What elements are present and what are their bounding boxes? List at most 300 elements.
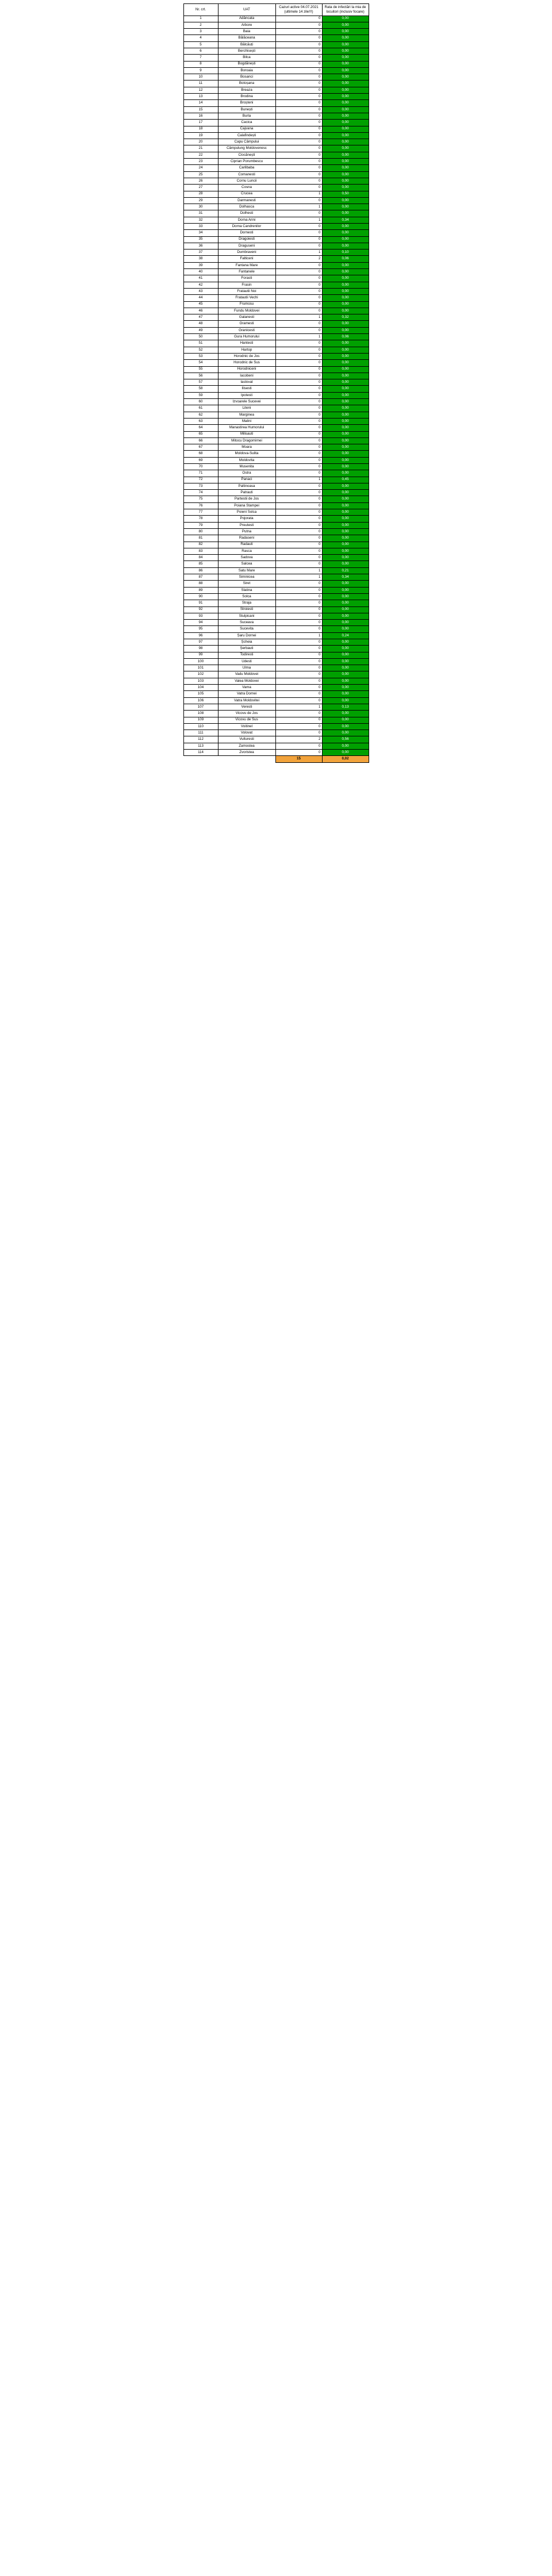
cell-nr: 2 (183, 22, 218, 28)
table-row (183, 678, 369, 684)
cell-uat: Stroiesti (218, 606, 275, 613)
cell-uat: Vadu Moldovei (218, 671, 275, 678)
table-row (183, 145, 369, 152)
cell-active-cases: 0 (275, 132, 322, 139)
cell-nr: 63 (183, 418, 218, 424)
cell-infection-rate: 0,00 (322, 516, 369, 522)
cell-active-cases: 0 (275, 457, 322, 463)
cell-infection-rate: 0,00 (322, 542, 369, 548)
cell-nr: 108 (183, 711, 218, 717)
cell-active-cases: 0 (275, 178, 322, 184)
cell-uat: Horodnic de Jos (218, 353, 275, 359)
table-row (183, 600, 369, 606)
cell-infection-rate: 0,34 (322, 574, 369, 581)
cell-infection-rate: 0,00 (322, 483, 369, 489)
table-row (183, 711, 369, 717)
table-row (183, 152, 369, 158)
cell-uat: Valea Moldovei (218, 678, 275, 684)
cell-infection-rate: 0,00 (322, 600, 369, 606)
cell-uat: Ostra (218, 470, 275, 477)
totals-spacer-nr (183, 756, 218, 762)
cell-active-cases: 0 (275, 750, 322, 756)
cell-nr: 1 (183, 16, 218, 22)
cell-infection-rate: 0,00 (322, 262, 369, 268)
cell-uat: Berchisești (218, 48, 275, 54)
table-row (183, 451, 369, 457)
cell-infection-rate: 0,00 (322, 35, 369, 41)
table-row (183, 639, 369, 646)
table-row (183, 431, 369, 437)
cell-infection-rate: 0,00 (322, 509, 369, 516)
cell-uat: Sucevita (218, 626, 275, 632)
total-infection-rate: 0,02 (322, 756, 369, 762)
cell-active-cases: 0 (275, 418, 322, 424)
cell-uat: Moldova-Sulita (218, 451, 275, 457)
cell-infection-rate: 0,00 (322, 470, 369, 477)
table-row (183, 94, 369, 100)
table-row (183, 509, 369, 516)
table-row (183, 697, 369, 704)
cell-uat: Radauti (218, 542, 275, 548)
cell-active-cases: 0 (275, 347, 322, 353)
cell-uat: Vulturesti (218, 736, 275, 743)
cell-nr: 55 (183, 366, 218, 373)
cell-infection-rate: 0,24 (322, 632, 369, 639)
cell-active-cases: 0 (275, 613, 322, 619)
cell-uat: Dorna Candrenilor (218, 224, 275, 230)
cell-active-cases: 0 (275, 113, 322, 119)
cell-uat: Malini (218, 418, 275, 424)
cell-active-cases: 0 (275, 502, 322, 509)
table-row (183, 561, 369, 567)
cell-active-cases: 0 (275, 366, 322, 373)
table-row (183, 230, 369, 236)
table-row (183, 542, 369, 548)
cell-infection-rate: 0,00 (322, 87, 369, 93)
cell-infection-rate: 0,00 (322, 171, 369, 178)
cell-infection-rate: 0,00 (322, 230, 369, 236)
cell-active-cases: 0 (275, 451, 322, 457)
cell-uat: Cornu Luncii (218, 178, 275, 184)
cell-nr: 93 (183, 613, 218, 619)
cell-nr: 103 (183, 678, 218, 684)
cell-infection-rate: 0,00 (322, 561, 369, 567)
cell-nr: 97 (183, 639, 218, 646)
cell-active-cases: 0 (275, 483, 322, 489)
cell-uat: Poieni Solca (218, 509, 275, 516)
table-row (183, 646, 369, 652)
table-row (183, 567, 369, 574)
cell-nr: 94 (183, 620, 218, 626)
cell-uat: Partestii de Jos (218, 496, 275, 502)
table-row (183, 477, 369, 483)
table-row (183, 197, 369, 204)
table-row (183, 314, 369, 321)
cell-nr: 27 (183, 185, 218, 191)
cell-uat: Baia (218, 29, 275, 35)
cell-infection-rate: 0,00 (322, 61, 369, 67)
cell-nr: 47 (183, 314, 218, 321)
table-row (183, 613, 369, 619)
table-row (183, 256, 369, 262)
table-row (183, 691, 369, 697)
cell-infection-rate: 0,50 (322, 191, 369, 197)
cell-infection-rate: 0,00 (322, 197, 369, 204)
table-row (183, 262, 369, 268)
cell-active-cases: 0 (275, 463, 322, 470)
cell-nr: 98 (183, 646, 218, 652)
cell-uat: Brodina (218, 94, 275, 100)
cell-nr: 36 (183, 243, 218, 249)
cell-uat: Voitinel (218, 723, 275, 730)
table-row (183, 587, 369, 593)
cell-infection-rate: 0,00 (322, 321, 369, 327)
spreadsheet-sheet (0, 0, 552, 769)
cell-uat: Moldovita (218, 457, 275, 463)
cell-nr: 90 (183, 593, 218, 600)
cell-uat: Milisauti (218, 431, 275, 437)
cell-uat: Arbore (218, 22, 275, 28)
cell-nr: 30 (183, 204, 218, 210)
cell-nr: 53 (183, 353, 218, 359)
table-row (183, 593, 369, 600)
cell-nr: 31 (183, 210, 218, 217)
cell-active-cases: 1 (275, 567, 322, 574)
table-row (183, 750, 369, 756)
cell-active-cases: 0 (275, 236, 322, 243)
cell-active-cases: 0 (275, 243, 322, 249)
cell-nr: 14 (183, 100, 218, 106)
cell-infection-rate: 0,00 (322, 457, 369, 463)
cell-infection-rate: 0,00 (322, 145, 369, 152)
cell-nr: 29 (183, 197, 218, 204)
cell-active-cases: 0 (275, 542, 322, 548)
table-row (183, 347, 369, 353)
cell-uat: Fundu Moldovei (218, 308, 275, 314)
cell-uat: Ciprian Porumbescu (218, 159, 275, 165)
table-row (183, 178, 369, 184)
cell-active-cases: 0 (275, 308, 322, 314)
cell-nr: 16 (183, 113, 218, 119)
cell-uat: Forasti (218, 275, 275, 282)
cell-nr: 99 (183, 652, 218, 658)
cell-uat: Slatina (218, 587, 275, 593)
cell-nr: 89 (183, 587, 218, 593)
cell-uat: Dolhesti (218, 210, 275, 217)
cell-active-cases: 1 (275, 249, 322, 256)
cell-uat: Dumbraveni (218, 249, 275, 256)
cell-uat: Satu Mare (218, 567, 275, 574)
cell-nr: 8 (183, 61, 218, 67)
cell-nr: 100 (183, 658, 218, 665)
cell-nr: 25 (183, 171, 218, 178)
cell-uat: Straja (218, 600, 275, 606)
cell-active-cases: 0 (275, 437, 322, 444)
cell-uat: Solca (218, 593, 275, 600)
table-row (183, 236, 369, 243)
cell-active-cases: 0 (275, 386, 322, 392)
table-row (183, 548, 369, 554)
cell-uat: Ipotesti (218, 392, 275, 398)
table-row (183, 159, 369, 165)
cell-uat: Darmanesti (218, 197, 275, 204)
cell-infection-rate: 0,00 (322, 80, 369, 87)
table-row (183, 327, 369, 333)
cell-infection-rate: 0,00 (322, 159, 369, 165)
cell-active-cases: 0 (275, 165, 322, 171)
cell-uat: Cosna (218, 185, 275, 191)
cell-active-cases: 0 (275, 262, 322, 268)
cell-active-cases: 0 (275, 522, 322, 528)
cell-infection-rate: 0,00 (322, 379, 369, 386)
cell-active-cases: 0 (275, 665, 322, 671)
cell-uat: Fantanele (218, 269, 275, 275)
cell-nr: 114 (183, 750, 218, 756)
cell-active-cases: 0 (275, 658, 322, 665)
cell-active-cases: 0 (275, 29, 322, 35)
cell-nr: 77 (183, 509, 218, 516)
cell-infection-rate: 0,00 (322, 405, 369, 412)
cell-infection-rate: 0,00 (322, 671, 369, 678)
cell-active-cases: 1 (275, 632, 322, 639)
cell-nr: 78 (183, 516, 218, 522)
table-row (183, 204, 369, 210)
cell-active-cases: 0 (275, 405, 322, 412)
cell-nr: 37 (183, 249, 218, 256)
cell-active-cases: 0 (275, 210, 322, 217)
column-header-nr: Nr. crt. (183, 4, 218, 16)
cell-infection-rate: 0,00 (322, 126, 369, 132)
cell-uat: Broșteni (218, 100, 275, 106)
cell-infection-rate: 0,00 (322, 120, 369, 126)
cell-nr: 32 (183, 217, 218, 223)
cell-uat: Dorna Arini (218, 217, 275, 223)
cell-infection-rate: 0,00 (322, 665, 369, 671)
cell-nr: 19 (183, 132, 218, 139)
table-row (183, 483, 369, 489)
table-row (183, 74, 369, 80)
table-row (183, 496, 369, 502)
cell-infection-rate: 0,00 (322, 269, 369, 275)
cell-nr: 92 (183, 606, 218, 613)
cell-active-cases: 0 (275, 606, 322, 613)
table-row (183, 555, 369, 561)
cell-nr: 101 (183, 665, 218, 671)
cell-infection-rate: 0,00 (322, 678, 369, 684)
cell-infection-rate: 0,00 (322, 723, 369, 730)
cell-infection-rate: 0,00 (322, 620, 369, 626)
table-row (183, 626, 369, 632)
cell-nr: 3 (183, 29, 218, 35)
cell-active-cases: 0 (275, 711, 322, 717)
cell-active-cases: 0 (275, 224, 322, 230)
cell-nr: 65 (183, 431, 218, 437)
table-row (183, 334, 369, 340)
cell-infection-rate: 0,00 (322, 106, 369, 113)
cell-uat: Vatra Dornei (218, 691, 275, 697)
cell-uat: Sadova (218, 555, 275, 561)
cell-nr: 109 (183, 717, 218, 723)
cell-uat: Comanesti (218, 171, 275, 178)
table-row (183, 360, 369, 366)
cell-infection-rate: 0,00 (322, 295, 369, 301)
cell-nr: 75 (183, 496, 218, 502)
cell-active-cases: 1 (275, 477, 322, 483)
cell-uat: Gramesti (218, 321, 275, 327)
cell-infection-rate: 0,00 (322, 412, 369, 418)
cell-uat: Rasca (218, 548, 275, 554)
cell-nr: 51 (183, 340, 218, 347)
table-row (183, 224, 369, 230)
cell-uat: Adâncata (218, 16, 275, 22)
cell-nr: 68 (183, 451, 218, 457)
cell-uat: Pojorata (218, 516, 275, 522)
table-row (183, 308, 369, 314)
cell-active-cases: 0 (275, 691, 322, 697)
cell-active-cases: 0 (275, 697, 322, 704)
cell-uat: Breaza (218, 87, 275, 93)
cell-infection-rate: 0,00 (322, 652, 369, 658)
cell-infection-rate: 0,00 (322, 55, 369, 61)
cell-uat: Salcea (218, 561, 275, 567)
cell-infection-rate: 0,00 (322, 366, 369, 373)
cell-nr: 10 (183, 74, 218, 80)
cell-nr: 40 (183, 269, 218, 275)
cell-infection-rate: 0,00 (322, 165, 369, 171)
cell-infection-rate: 0,00 (322, 360, 369, 366)
table-row (183, 185, 369, 191)
cell-uat: Dragoiesti (218, 236, 275, 243)
cell-uat: Șerbauti (218, 646, 275, 652)
table-row (183, 399, 369, 405)
cell-active-cases: 0 (275, 327, 322, 333)
table-row (183, 120, 369, 126)
cell-active-cases: 1 (275, 217, 322, 223)
cell-nr: 87 (183, 574, 218, 581)
table-row (183, 35, 369, 41)
cell-active-cases: 0 (275, 392, 322, 398)
table-header (183, 4, 369, 16)
cell-nr: 62 (183, 412, 218, 418)
cell-infection-rate: 0,00 (322, 392, 369, 398)
cell-uat: Bogdănești (218, 61, 275, 67)
table-row (183, 502, 369, 509)
cell-infection-rate: 0,00 (322, 224, 369, 230)
cell-uat: Calafindești (218, 132, 275, 139)
cell-uat: Horodnic de Sus (218, 360, 275, 366)
cell-uat: Fratautii Vechi (218, 295, 275, 301)
cell-uat: Patrauti (218, 490, 275, 496)
cell-uat: Vicovu de Jos (218, 711, 275, 717)
cell-infection-rate: 0,45 (322, 477, 369, 483)
cell-infection-rate: 0,00 (322, 555, 369, 561)
table-row (183, 463, 369, 470)
table-row (183, 581, 369, 587)
cell-nr: 49 (183, 327, 218, 333)
cell-uat: Botoșana (218, 80, 275, 87)
cell-uat: Manastirea Humorului (218, 425, 275, 431)
table-row (183, 574, 369, 581)
cell-uat: Frasin (218, 282, 275, 288)
cell-infection-rate: 0,00 (322, 282, 369, 288)
table-row (183, 652, 369, 658)
cell-nr: 41 (183, 275, 218, 282)
cell-infection-rate: 0,00 (322, 210, 369, 217)
cell-infection-rate: 0,13 (322, 704, 369, 710)
cell-active-cases: 0 (275, 431, 322, 437)
cell-nr: 74 (183, 490, 218, 496)
cell-active-cases: 1 (275, 574, 322, 581)
cell-uat: Veresti (218, 704, 275, 710)
cell-active-cases: 1 (275, 314, 322, 321)
table-row (183, 606, 369, 613)
cell-active-cases: 1 (275, 191, 322, 197)
column-header-active-cases: Cazuri active 04.07.2021 (ultimele 14 zile!!!) (275, 4, 322, 16)
cell-uat: Horodniceni (218, 366, 275, 373)
cell-active-cases: 0 (275, 581, 322, 587)
cell-active-cases: 1 (275, 334, 322, 340)
cell-nr: 64 (183, 425, 218, 431)
cell-nr: 60 (183, 399, 218, 405)
cell-nr: 21 (183, 145, 218, 152)
cell-active-cases: 0 (275, 412, 322, 418)
cell-active-cases: 0 (275, 490, 322, 496)
cell-uat: Cacica (218, 120, 275, 126)
table-row (183, 425, 369, 431)
cell-nr: 96 (183, 632, 218, 639)
table-row (183, 87, 369, 93)
cell-infection-rate: 0,00 (322, 639, 369, 646)
cell-active-cases: 0 (275, 444, 322, 451)
cell-infection-rate: 0,00 (322, 185, 369, 191)
cell-nr: 83 (183, 548, 218, 554)
table-row (183, 620, 369, 626)
table-row (183, 16, 369, 22)
covid-incidence-table (183, 3, 369, 763)
cell-infection-rate: 0,00 (322, 308, 369, 314)
cell-uat: Gura Humorului (218, 334, 275, 340)
cell-active-cases: 0 (275, 639, 322, 646)
table-row (183, 171, 369, 178)
table-row (183, 457, 369, 463)
table-row (183, 516, 369, 522)
cell-uat: Hartop (218, 347, 275, 353)
cell-nr: 12 (183, 87, 218, 93)
cell-infection-rate: 0,00 (322, 132, 369, 139)
cell-uat: Dornesti (218, 230, 275, 236)
cell-infection-rate: 0,00 (322, 74, 369, 80)
cell-infection-rate: 0,00 (322, 425, 369, 431)
table-row (183, 210, 369, 217)
cell-active-cases: 0 (275, 723, 322, 730)
cell-uat: Bălcăuți (218, 41, 275, 48)
cell-nr: 66 (183, 437, 218, 444)
cell-active-cases: 0 (275, 470, 322, 477)
cell-nr: 22 (183, 152, 218, 158)
cell-active-cases: 0 (275, 269, 322, 275)
cell-nr: 61 (183, 405, 218, 412)
cell-nr: 5 (183, 41, 218, 48)
cell-active-cases: 0 (275, 425, 322, 431)
table-row (183, 80, 369, 87)
cell-active-cases: 0 (275, 379, 322, 386)
cell-infection-rate: 0,10 (322, 249, 369, 256)
cell-infection-rate: 0,00 (322, 275, 369, 282)
cell-nr: 18 (183, 126, 218, 132)
table-row (183, 29, 369, 35)
cell-active-cases: 0 (275, 548, 322, 554)
cell-nr: 58 (183, 386, 218, 392)
